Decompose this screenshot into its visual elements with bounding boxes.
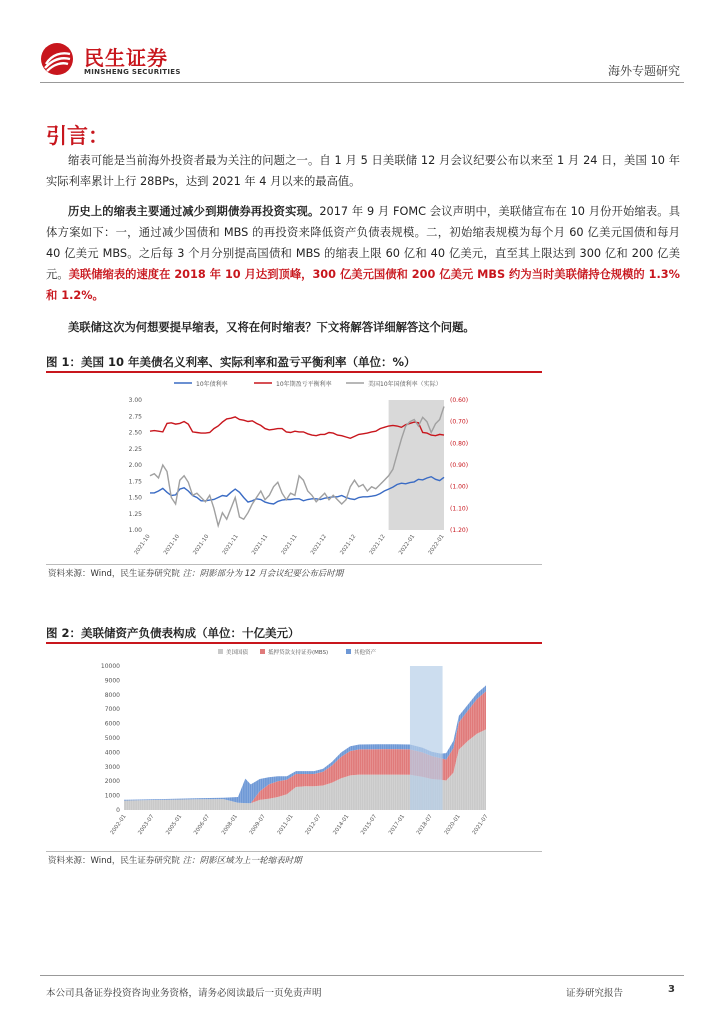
footer-disclaimer: 本公司具备证券投资咨询业务资格，请务必阅读最后一页免责声明 <box>46 988 322 999</box>
minsheng-logo-icon <box>40 42 74 76</box>
p2-bold-text: 历史上的缩表主要通过减少到期债券再投资实现。 <box>68 205 320 218</box>
y-right-tick: (0.60) <box>450 397 469 404</box>
x-tick: 2021-07 <box>471 813 490 836</box>
x-tick: 2015-07 <box>360 813 379 836</box>
y-left-tick: 2.00 <box>128 462 142 469</box>
x-tick: 2021-11 <box>251 533 270 556</box>
figure-2-bottom-rule <box>46 851 542 852</box>
company-logo <box>40 40 190 80</box>
x-tick: 2021-10 <box>133 533 152 556</box>
figure-2-title: 图 2：美联储资产负债表构成（单位：十亿美元） <box>46 626 300 640</box>
y-tick: 4000 <box>104 749 120 757</box>
legend-label: 10年期盈亏平衡利率 <box>276 381 332 388</box>
footer-report-type: 证券研究报告 <box>566 988 624 999</box>
report-section-label: 海外专题研究 <box>607 64 680 78</box>
y-tick: 1000 <box>104 792 120 800</box>
section-heading: 引言： <box>46 124 109 148</box>
x-tick: 2021-12 <box>339 533 358 556</box>
header-divider <box>40 82 684 83</box>
figure-2-note: 注：阴影区域为上一轮缩表时期 <box>182 856 302 866</box>
figure-1-note: 注：阴影部分为 12 月会议纪要公布后时期 <box>182 569 344 579</box>
p2-highlight-text: 美联储缩表的速度在 2018 年 10 月达到顶峰，300 亿美元国债和 200 亿美元 MBS 约为当时美联储持仓规模的 1.3%和 1.2%。 <box>46 268 680 302</box>
figure-2-chart <box>46 644 542 850</box>
legend-label: 美国国债 <box>226 650 249 656</box>
y-left-tick: 1.00 <box>128 527 142 534</box>
figure-1-title: 图 1：美国 10 年美债名义利率、实际利率和盈亏平衡利率（单位：%） <box>46 355 416 369</box>
x-tick: 2021-11 <box>280 533 299 556</box>
y-tick: 5000 <box>104 735 120 742</box>
x-tick: 2006-07 <box>193 813 212 836</box>
x-tick: 2022-01 <box>427 533 446 556</box>
y-right-tick: (1.00) <box>450 483 469 491</box>
intro-paragraph-1: 缩表可能是当前海外投资者最为关注的问题之一。自 1 月 5 日美联储 12 月会议纪要公布以来至 1 月 24 日，美国 10 年实际利率累计上行 28BPs，达到 2021 年 4 月以来的最高值。 <box>46 154 680 188</box>
figure-1-chart <box>46 373 542 563</box>
y-tick: 8000 <box>104 691 120 699</box>
x-tick: 2003-07 <box>137 813 156 836</box>
x-tick: 2021-10 <box>192 533 211 556</box>
y-tick: 2000 <box>104 778 120 786</box>
intro-paragraph-3: 美联储这次为何想要提早缩表，又将在何时缩表？下文将解答详细解答这个问题。 <box>68 321 475 334</box>
x-tick: 2014-01 <box>332 813 351 836</box>
x-tick: 2002-01 <box>109 813 128 836</box>
x-tick: 2009-07 <box>248 813 267 836</box>
x-tick: 2005-01 <box>165 813 184 836</box>
shaded-region <box>410 666 443 810</box>
y-left-tick: 3.00 <box>128 397 142 404</box>
x-tick: 2022-01 <box>398 533 417 556</box>
x-tick: 2020-01 <box>443 813 462 836</box>
y-right-tick: (0.90) <box>450 462 469 469</box>
y-tick: 9000 <box>104 677 120 685</box>
y-left-tick: 2.50 <box>128 429 142 437</box>
y-right-tick: (0.70) <box>450 418 469 426</box>
legend-label: 美国10年国债利率（实际） <box>368 381 442 388</box>
x-tick: 2021-11 <box>221 533 240 556</box>
x-tick: 2021-10 <box>162 533 182 556</box>
y-tick: 7000 <box>104 706 120 714</box>
x-tick: 2011-01 <box>276 813 295 836</box>
y-left-tick: 2.75 <box>128 413 142 421</box>
legend-label: 10年债利率 <box>196 381 228 388</box>
x-tick: 2021-12 <box>368 533 387 556</box>
legend-label: 其他资产 <box>354 650 377 656</box>
logo-text-cn: 民生证券 <box>84 46 168 70</box>
intro-paragraph-2 <box>46 201 680 306</box>
figure-1-source: 资料来源：Wind，民生证券研究院 注：阴影部分为 12 月会议纪要公布后时期 <box>48 569 344 579</box>
y-tick: 10000 <box>100 663 120 670</box>
shaded-region <box>389 400 444 530</box>
legend-swatch <box>346 649 351 654</box>
p2-body-text: 2017 年 9 月 FOMC 会议声明中，美联储宣布在 10 月份开始缩表。具体方案如下：一，通过减少国债和 MBS 的再投资来降低资产负债表规模。二，初始缩表规模为每个月 60 亿美元国债和每月 40 亿美元 MBS。之后每 3 个月分别提高国债和 MBS 的缩表上限 60 亿和 40 亿美元，直至其上限达到 300 亿和 200 亿美元。 <box>46 205 680 281</box>
legend-label: 抵押贷款支持证券(MBS) <box>268 650 329 656</box>
x-tick: 2017-01 <box>388 813 407 836</box>
y-left-tick: 2.25 <box>128 445 142 453</box>
y-right-tick: (1.20) <box>450 527 469 534</box>
y-left-tick: 1.50 <box>128 494 142 502</box>
y-left-tick: 1.75 <box>128 478 142 486</box>
y-tick: 6000 <box>104 720 120 728</box>
figure-1-bottom-rule <box>46 564 542 565</box>
y-tick: 0 <box>116 807 120 814</box>
page-number: 3 <box>668 984 675 995</box>
footer-divider <box>40 975 684 976</box>
y-tick: 3000 <box>104 763 120 771</box>
y-left-tick: 1.25 <box>128 510 142 518</box>
x-tick: 2012-07 <box>304 813 323 836</box>
y-right-tick: (0.80) <box>450 440 469 448</box>
x-tick: 2008-01 <box>220 813 240 836</box>
y-right-tick: (1.10) <box>450 505 469 513</box>
legend-swatch <box>260 649 265 654</box>
x-tick: 2018-07 <box>415 813 434 836</box>
x-tick: 2021-12 <box>309 533 329 556</box>
logo-text-en: MINSHENG SECURITIES <box>84 68 181 76</box>
legend-swatch <box>218 649 223 654</box>
figure-2-source: 资料来源：Wind，民生证券研究院 注：阴影区域为上一轮缩表时期 <box>48 856 302 866</box>
